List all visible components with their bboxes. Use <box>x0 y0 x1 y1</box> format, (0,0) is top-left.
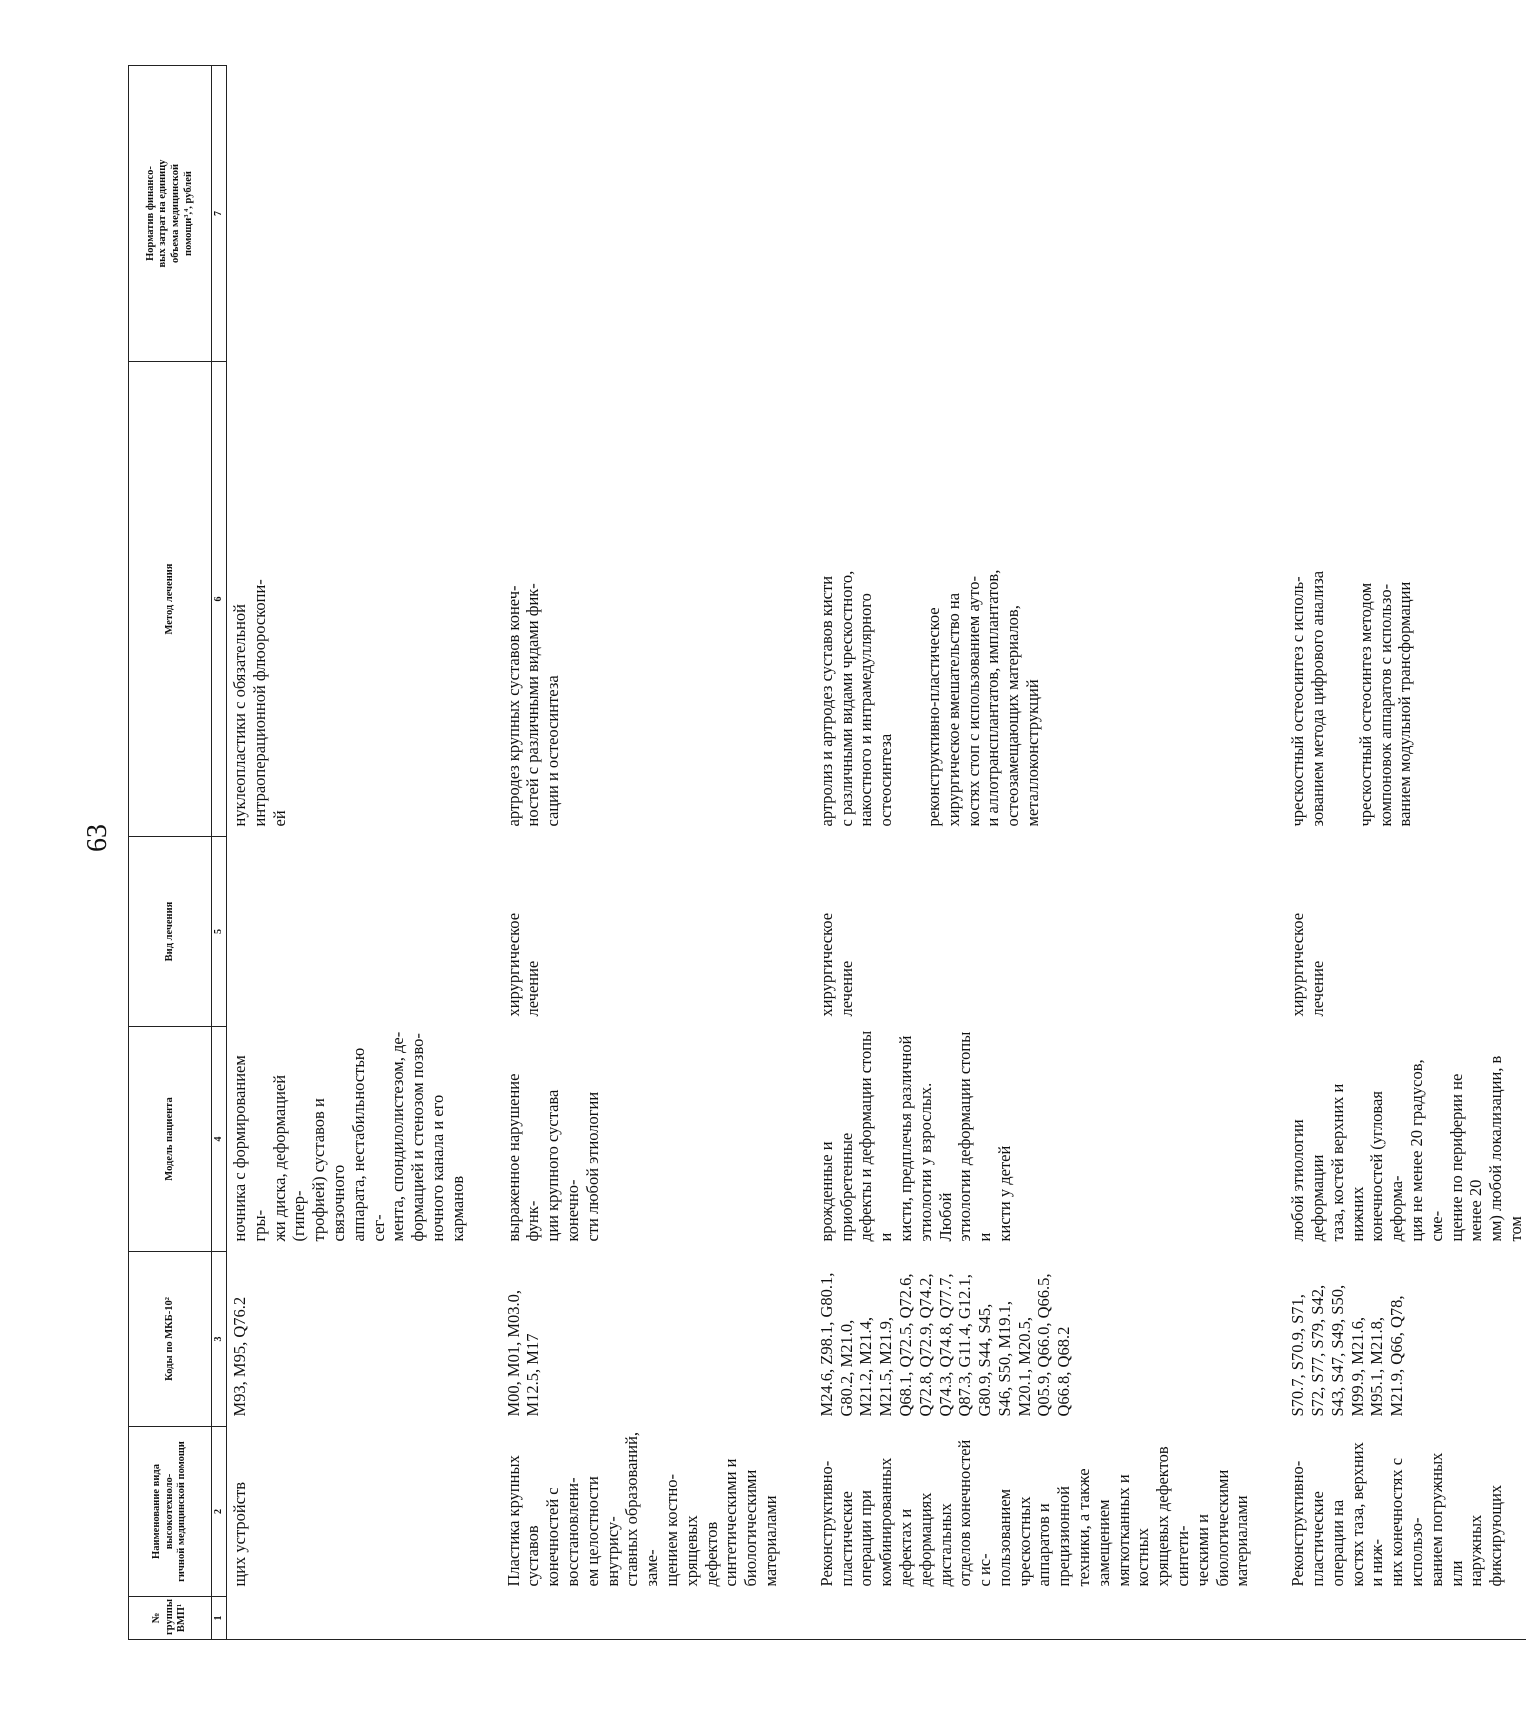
header-vmp-name: Наименование вида высокотехноло- гичной медицинской помощи <box>129 1427 212 1597</box>
table-header <box>129 66 227 1640</box>
header-icd-codes: Коды по МКБ-10² <box>129 1252 212 1427</box>
cell-group <box>468 1597 781 1640</box>
cell-icd-codes: M00, M01, M03.0, M12.5, M17 <box>503 1289 543 1417</box>
cell-cost-norm <box>468 66 781 362</box>
cell-treatment-type <box>227 837 468 1027</box>
table-row <box>227 66 468 1640</box>
cell-treatment-type: хирургическое лечение <box>503 912 543 1017</box>
cell-treatment-type: хирургическое лечение <box>1288 912 1328 1017</box>
cell-treatment-method <box>1252 362 1526 837</box>
cell-group <box>227 1597 468 1640</box>
method-item: нуклеопластики с обязательной интраоперационной флюороскопи- ей <box>230 579 289 827</box>
cell-icd-codes: S70.7, S70.9, S71, S72, S77, S79, S42, S43, S47, S49, S50, M99.9, M21.6, M95.1, M21.8, M21.9, Q66, Q78, <box>1288 1284 1407 1417</box>
method-item: артродез крупных суставов конеч- ностей с различными видами фик- сации и остеосинтеза <box>503 583 563 827</box>
cell-treatment-method <box>468 362 781 837</box>
page-number: 63 <box>82 824 113 852</box>
method-item: чрескостный остеосинтез с исполь- зованием метода цифрового анализа <box>1288 570 1328 827</box>
table-body <box>227 66 1526 1640</box>
column-number: 3 <box>212 1252 227 1427</box>
header-row <box>129 66 212 1640</box>
method-item: артролиз и артродез суставов кисти с различными видами чрескостного, накостного и интрамедуллярного остеосинтеза <box>816 570 896 827</box>
header-number-row <box>212 66 227 1640</box>
column-number: 1 <box>212 1597 227 1640</box>
cell-cost-norm <box>781 66 1253 362</box>
cell-treatment-type: хирургическое лечение <box>816 912 856 1017</box>
table-row <box>1252 66 1526 1640</box>
cell-icd-codes: M93, M95, Q76.2 <box>230 1296 249 1417</box>
cell-patient-model: ночника с формированием гры- жи диска, деформацией (гипер- трофией) суставов и связочного аппарата, нестабильностью сег- мента, спондилолистезом, де- формацией и стенозом позво- ночного канала и его карманов <box>230 1031 467 1242</box>
cell-vmp-name: Реконструктивно- пластические операции на костях таза, верхних и ниж- них конечностях с использо- ванием погружных или наружных фиксирующих <box>1288 1442 1506 1587</box>
cell-cost-norm <box>227 66 468 362</box>
table-row <box>781 66 1253 1640</box>
rotated-table-container <box>128 65 1526 1640</box>
column-number: 4 <box>212 1027 227 1252</box>
cell-vmp-name: Реконструктивно- пластические операции при комбинированных дефектах и деформациях дистальных отделов конечностей с ис- пользованием чрескостных аппаратов и прецизионной техники, а также замещением мягкотканных и костных хрящевых дефектов синтети- ческими и биологическими материалами <box>816 1439 1252 1587</box>
header-treatment-type: Вид лечения <box>129 837 212 1027</box>
cell-patient-model: любой этиологии деформации таза, костей верхних и нижних конечностей (угловая деформа- ция не менее 20 градусов, сме- щение по периферии не менее 20 мм) любой локализации, в том <box>1288 1055 1526 1242</box>
header-cost-norm: Норматив финансо- вых затрат на единицу объема медицинской помощи³,⁴, рублей <box>129 66 212 362</box>
cell-group <box>1252 1597 1526 1640</box>
cell-patient-model: выраженное нарушение функ- ции крупного сустава конечно- сти любой этиологии <box>503 1073 602 1242</box>
cell-vmp-name: щих устройств <box>230 1481 249 1587</box>
header-group-number: № группы ВМП¹ <box>129 1597 212 1640</box>
method-item: реконструктивно-пластическое хирургическое вмешательство на костях стоп с использованием ауто- и аллотрансплантатов, имплантатов, остеозамещающих материалов, металлоконструкций <box>923 569 1042 827</box>
cell-treatment-method <box>781 362 1253 837</box>
cell-treatment-method <box>227 362 468 837</box>
table-row <box>468 66 781 1640</box>
column-number: 7 <box>212 66 227 362</box>
cell-group <box>781 1597 1253 1640</box>
cell-patient-model: врожденные и приобретенные дефекты и деформации стопы и кисти, предплечья различной этиологии у взрослых. Любой этиологии деформации стопы и кисти у детей <box>816 1030 1014 1242</box>
method-item: чрескостный остеосинтез методом компоновок аппаратов с использо- ванием модульной трансформации <box>1355 581 1415 827</box>
cell-vmp-name: Пластика крупных суставов конечностей с восстановлени- ем целостности внутрису- ставных образований, заме- щением костно-хрящевых дефектов синтетическими и биологическими материалами <box>503 1431 780 1587</box>
vmp-table <box>128 65 1526 1640</box>
column-number: 5 <box>212 837 227 1027</box>
cell-icd-codes: M24.6, Z98.1, G80.1, G80.2, M21.0, M21.2, M21.4, M21.5, M21.9, Q68.1, Q72.5, Q72.6, Q72.8, Q72.9, Q74.2, Q74.3, Q74.8, Q77.7, Q87.3, G11.4, G12.1, G80.9, S44, S45, S46, S50, M19.1, M20.1, M20.5, Q05.9, Q66.0, Q66.5, Q66.8, Q68.2 <box>816 1272 1074 1417</box>
cell-cost-norm <box>1252 66 1526 362</box>
column-number: 2 <box>212 1427 227 1597</box>
header-treatment-method: Метод лечения <box>129 362 212 837</box>
header-patient-model: Модель пациента <box>129 1027 212 1252</box>
column-number: 6 <box>212 362 227 837</box>
